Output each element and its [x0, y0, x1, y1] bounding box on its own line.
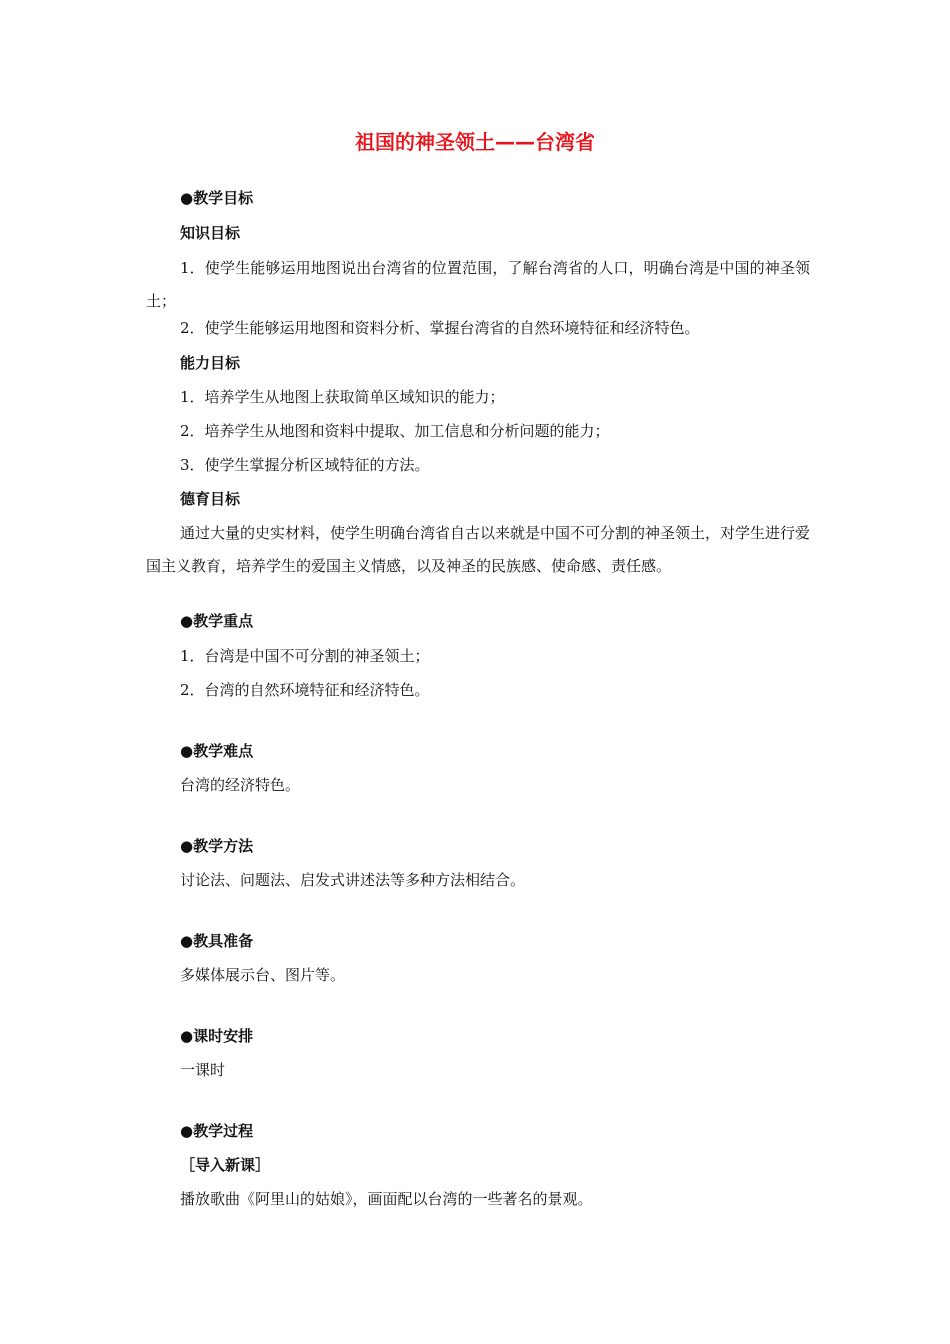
section-heading-methods: ●教学方法 — [180, 837, 254, 855]
key-point-1: 1．台湾是中国不可分割的神圣领土； — [180, 647, 430, 665]
ability-item-1: 1．培养学生从地图上获取简单区域知识的能力； — [180, 388, 505, 406]
tools-text: 多媒体展示台、图片等。 — [180, 966, 346, 984]
section-heading-process: ●教学过程 — [180, 1122, 254, 1140]
subheading-moral: 德育目标 — [180, 490, 241, 508]
subheading-ability: 能力目标 — [180, 354, 241, 372]
section-heading-key-points: ●教学重点 — [180, 612, 254, 630]
section-heading-difficulties: ●教学难点 — [180, 742, 254, 760]
schedule-text: 一课时 — [180, 1061, 226, 1079]
knowledge-item-2: 2．使学生能够运用地图和资料分析、掌握台湾省的自然环境特征和经济特色。 — [180, 319, 700, 337]
moral-paragraph: 通过大量的史实材料，使学生明确台湾省自古以来就是中国不可分割的神圣领土，对学生进行爱国主义教育，培养学生的爱国主义情感，以及神圣的民族感、使命感、责任感。 — [146, 524, 811, 575]
section-heading-tools: ●教具准备 — [180, 932, 254, 950]
ability-item-2: 2．培养学生从地图和资料中提取、加工信息和分析问题的能力； — [180, 422, 610, 440]
ability-item-3: 3．使学生掌握分析区域特征的方法。 — [180, 456, 430, 474]
intro-text: 播放歌曲《阿里山的姑娘》，画面配以台湾的一些著名的景观。 — [180, 1190, 593, 1208]
difficulties-text: 台湾的经济特色。 — [180, 776, 301, 794]
section-heading-objectives: ●教学目标 — [180, 189, 254, 207]
key-point-2: 2．台湾的自然环境特征和经济特色。 — [180, 681, 430, 699]
methods-text: 讨论法、问题法、启发式讲述法等多种方法相结合。 — [180, 871, 526, 889]
intro-heading: ［导入新课］ — [180, 1156, 271, 1174]
knowledge-item-1: 1．使学生能够运用地图说出台湾省的位置范围，了解台湾省的人口，明确台湾是中国的神圣领土； — [146, 259, 810, 310]
section-heading-schedule: ●课时安排 — [180, 1027, 254, 1045]
document-title: 祖国的神圣领土——台湾省 — [355, 130, 595, 154]
subheading-knowledge: 知识目标 — [180, 224, 241, 242]
